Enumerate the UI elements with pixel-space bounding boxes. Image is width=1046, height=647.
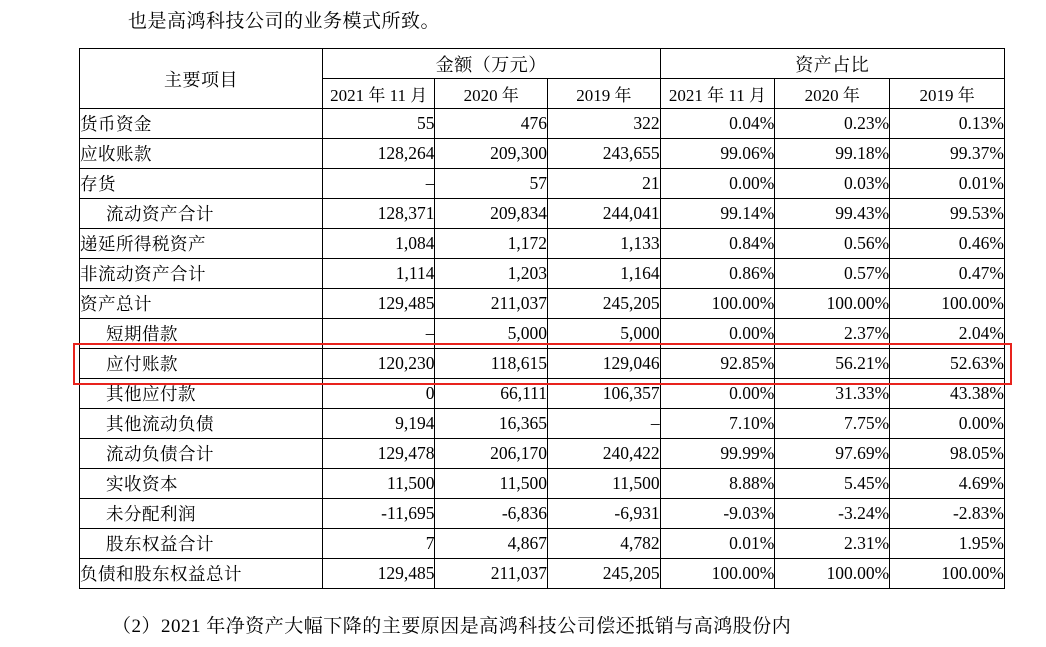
cell-amount: 129,485 [322,289,435,319]
cell-ratio: -3.24% [775,499,890,529]
cell-amount: 55 [322,109,435,139]
table-row [80,139,1005,169]
cell-ratio: 99.99% [660,439,775,469]
cell-amount: 129,478 [322,439,435,469]
row-label: 非流动资产合计 [80,259,323,289]
cell-ratio: 8.88% [660,469,775,499]
cell-amount: 0 [322,379,435,409]
table-row [80,349,1005,379]
header-item: 主要项目 [80,49,323,109]
cell-amount: 11,500 [435,469,548,499]
subheader-ratio-2020: 2020 年 [775,79,890,109]
cell-ratio: 1.95% [890,529,1005,559]
cell-ratio: 100.00% [660,559,775,589]
table-row [80,529,1005,559]
cell-ratio: 2.04% [890,319,1005,349]
cell-amount: 7 [322,529,435,559]
cell-ratio: 97.69% [775,439,890,469]
cell-ratio: 0.56% [775,229,890,259]
cell-ratio: 0.46% [890,229,1005,259]
row-label: 其他应付款 [80,379,323,409]
row-label: 未分配利润 [80,499,323,529]
cell-amount: 16,365 [435,409,548,439]
cell-amount: 1,164 [548,259,661,289]
cell-amount: 5,000 [435,319,548,349]
cell-amount: – [322,319,435,349]
row-label: 其他流动负债 [80,409,323,439]
cell-amount: 57 [435,169,548,199]
row-label: 负债和股东权益总计 [80,559,323,589]
cell-amount: 322 [548,109,661,139]
cell-ratio: 0.00% [660,379,775,409]
table-row [80,469,1005,499]
cell-ratio: 5.45% [775,469,890,499]
cell-amount: 9,194 [322,409,435,439]
table-row [80,409,1005,439]
cell-amount: -6,931 [548,499,661,529]
financial-table-container [79,48,1005,589]
cell-ratio: 99.14% [660,199,775,229]
cell-ratio: 7.10% [660,409,775,439]
cell-ratio: 0.23% [775,109,890,139]
cell-amount: 129,485 [322,559,435,589]
cell-amount: 245,205 [548,559,661,589]
cell-amount: 128,264 [322,139,435,169]
cell-amount: 240,422 [548,439,661,469]
cell-amount: 4,867 [435,529,548,559]
row-label: 流动资产合计 [80,199,323,229]
cell-ratio: 98.05% [890,439,1005,469]
cell-amount: 211,037 [435,289,548,319]
table-row [80,319,1005,349]
subheader-ratio-2021-11: 2021 年 11 月 [660,79,775,109]
cell-amount: 243,655 [548,139,661,169]
row-label: 存货 [80,169,323,199]
row-label: 递延所得税资产 [80,229,323,259]
cell-ratio: -9.03% [660,499,775,529]
cell-amount: 209,834 [435,199,548,229]
table-body [80,109,1005,589]
row-label: 应收账款 [80,139,323,169]
cell-amount: 206,170 [435,439,548,469]
cell-amount: 1,203 [435,259,548,289]
table-header [80,49,1005,109]
header-row-group [80,49,1005,79]
cell-amount: 106,357 [548,379,661,409]
cell-ratio: 0.57% [775,259,890,289]
row-label: 货币资金 [80,109,323,139]
header-amount: 金额（万元） [322,49,660,79]
cell-ratio: 52.63% [890,349,1005,379]
row-label: 应付账款 [80,349,323,379]
cell-ratio: 99.53% [890,199,1005,229]
cell-amount: 5,000 [548,319,661,349]
cell-ratio: 0.84% [660,229,775,259]
cell-ratio: 2.31% [775,529,890,559]
row-label: 流动负债合计 [80,439,323,469]
table-row [80,439,1005,469]
cell-amount: 21 [548,169,661,199]
cell-amount: -11,695 [322,499,435,529]
cell-ratio: 100.00% [775,289,890,319]
cell-ratio: 92.85% [660,349,775,379]
cell-ratio: 99.43% [775,199,890,229]
cell-amount: 476 [435,109,548,139]
row-label: 股东权益合计 [80,529,323,559]
cell-ratio: 43.38% [890,379,1005,409]
header-ratio: 资产占比 [660,49,1004,79]
table-row [80,379,1005,409]
cell-ratio: 0.00% [660,319,775,349]
cell-amount: 128,371 [322,199,435,229]
table-row [80,199,1005,229]
intro-paragraph: 也是高鸿科技公司的业务模式所致。 [128,11,441,32]
cell-ratio: 100.00% [890,289,1005,319]
cell-ratio: -2.83% [890,499,1005,529]
cell-ratio: 0.13% [890,109,1005,139]
table-row [80,289,1005,319]
table-row [80,169,1005,199]
table-row [80,259,1005,289]
cell-amount: 129,046 [548,349,661,379]
cell-amount: 1,084 [322,229,435,259]
subheader-ratio-2019: 2019 年 [890,79,1005,109]
cell-ratio: 31.33% [775,379,890,409]
cell-ratio: 56.21% [775,349,890,379]
cell-amount: -6,836 [435,499,548,529]
cell-amount: 11,500 [322,469,435,499]
cell-ratio: 0.03% [775,169,890,199]
cell-amount: 1,133 [548,229,661,259]
subheader-amount-2019: 2019 年 [548,79,661,109]
cell-ratio: 100.00% [890,559,1005,589]
cell-amount: 118,615 [435,349,548,379]
cell-ratio: 0.00% [890,409,1005,439]
cell-amount: 209,300 [435,139,548,169]
subheader-amount-2021-11: 2021 年 11 月 [322,79,435,109]
row-label: 实收资本 [80,469,323,499]
cell-amount: – [322,169,435,199]
cell-amount: 1,172 [435,229,548,259]
cell-ratio: 0.00% [660,169,775,199]
table-row [80,109,1005,139]
cell-ratio: 100.00% [775,559,890,589]
subheader-amount-2020: 2020 年 [435,79,548,109]
cell-amount: 66,111 [435,379,548,409]
footer-paragraph: （2）2021 年净资产大幅下降的主要原因是高鸿科技公司偿还抵销与高鸿股份内 [112,616,792,637]
cell-ratio: 99.37% [890,139,1005,169]
cell-amount: 245,205 [548,289,661,319]
cell-amount: 11,500 [548,469,661,499]
financial-table [79,48,1005,589]
cell-amount: 211,037 [435,559,548,589]
cell-ratio: 99.18% [775,139,890,169]
table-row [80,229,1005,259]
cell-ratio: 0.01% [660,529,775,559]
cell-amount: 4,782 [548,529,661,559]
cell-ratio: 0.04% [660,109,775,139]
cell-ratio: 4.69% [890,469,1005,499]
row-label: 资产总计 [80,289,323,319]
row-label: 短期借款 [80,319,323,349]
cell-ratio: 0.86% [660,259,775,289]
cell-ratio: 0.47% [890,259,1005,289]
table-row [80,499,1005,529]
cell-ratio: 2.37% [775,319,890,349]
cell-amount: 120,230 [322,349,435,379]
cell-ratio: 99.06% [660,139,775,169]
table-row [80,559,1005,589]
cell-amount: 244,041 [548,199,661,229]
cell-ratio: 0.01% [890,169,1005,199]
cell-amount: – [548,409,661,439]
cell-ratio: 7.75% [775,409,890,439]
cell-amount: 1,114 [322,259,435,289]
cell-ratio: 100.00% [660,289,775,319]
